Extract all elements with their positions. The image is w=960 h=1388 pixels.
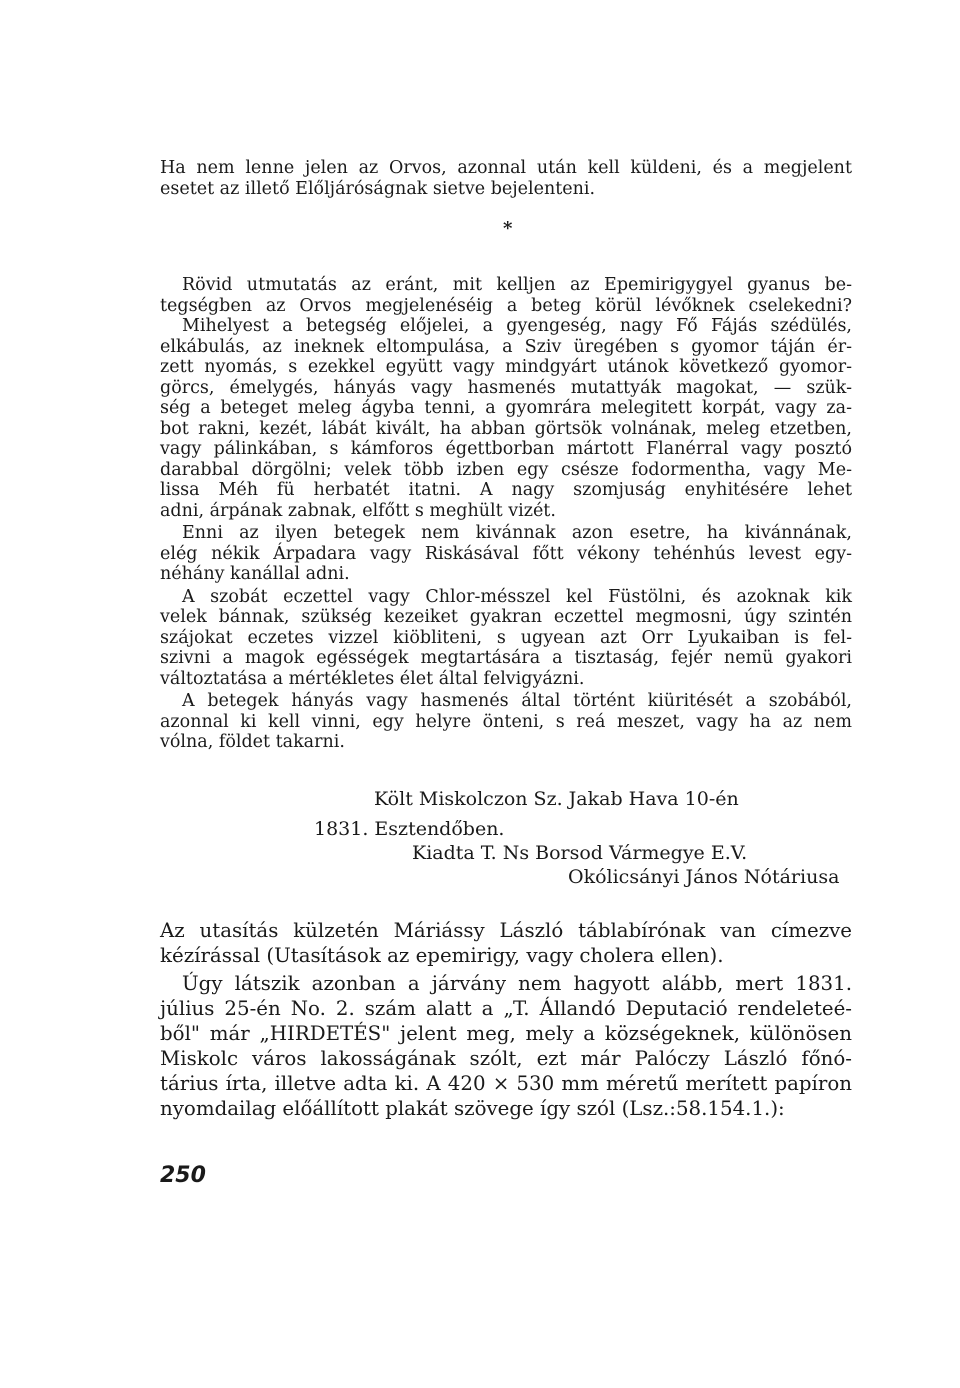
text-line: ség a beteget meleg ágyba tenni, a gyomrára melegitett korpát, vagy za- — [160, 398, 852, 418]
text-line: nyomdailag előállított plakát szövege így szól (Lsz.:58.154.1.): — [160, 1097, 785, 1120]
document-page — [160, 158, 852, 753]
signature-notary: Okólicsányi János Nótáriusa — [568, 866, 840, 888]
text-line: darabbal dörgölni; velek több izben egy csésze fodormentha, vagy Me- — [160, 459, 852, 480]
signature-place-date: Költ Miskolczon Sz. Jakab Hava 10-én — [374, 788, 739, 810]
text-line: Az utasítás külzetén Máriássy László táblabírónak van címezve — [160, 919, 852, 942]
text-line: változtatása a mértékletes élet által felvigyázni. — [160, 668, 585, 689]
text-line: ből" már „HIRDETÉS" jelent meg, mely a községeknek, különösen — [160, 1022, 852, 1045]
text-line: vólna, földet takarni. — [160, 732, 345, 752]
text-line: vagy pálinkában, s kámforos égettborban mártott Flanérral vagy posztó — [160, 439, 852, 459]
text-line: A betegek hányás vagy hasmenés által történt kiüritését a szobából, — [182, 691, 852, 711]
page-number: 250 — [160, 1163, 206, 1188]
text-line: Mihelyest a betegség előjelei, a gyengeség, nagy Fő Fájás szédülés, — [182, 316, 852, 336]
text-line: adni, árpának zabnak, elfőtt s meghült vizét. — [160, 500, 556, 521]
text-line: azonnal ki kell vinni, egy helyre önteni, s reá meszet, vagy ha az nem — [160, 711, 852, 732]
text-line: Miskolc város lakosságának szólt, ezt már Palóczy László főnó- — [160, 1047, 852, 1070]
text-line: elég nékik Árpadara vagy Riskásával főtt vékony tehénhús levest egy- — [160, 543, 852, 564]
text-line: elkábulás, az ineknek eltompulása, a Sziv üregében s gyomor táján ér- — [160, 336, 852, 357]
text-line: velek bánnak, szükség kezeiket gyakran eczettel megmosni, úgy szintén — [160, 607, 852, 627]
signature-issuer: Kiadta T. Ns Borsod Vármegye E.V. — [412, 842, 748, 864]
text-line: görcs, émelygés, hányás vagy hasmenés mutattyák magokat, — szük- — [160, 377, 852, 398]
text-line: esetet az illető Előljáróságnak sietve bejelenteni. — [160, 178, 596, 199]
text-line: Ha nem lenne jelen az Orvos, azonnal után kell küldeni, és a megjelent — [160, 158, 852, 178]
text-line: Úgy látszik azonban a járvány nem hagyott alább, mert 1831. — [182, 972, 852, 995]
text-line: lissa Méh fü herbatét itatni. A nagy szomjuság enyhitésére lehet — [160, 480, 852, 500]
instructions-paragraph-1 — [160, 316, 852, 521]
instructions-paragraph-3 — [160, 587, 852, 690]
instructions-heading — [160, 275, 852, 316]
text-line: néhány kanállal adni. — [160, 564, 350, 584]
text-line: Rövid utmutatás az eránt, mit kelljen az Epemirigygyel gyanus be- — [182, 275, 852, 295]
intro-paragraph — [160, 158, 852, 199]
text-line: tegségben az Orvos megjelenéséig a beteg körül lévőknek cselekedni? — [160, 295, 852, 316]
text-line: bot rakni, kezét, lábát kivált, ha abban görtsök volnának, meleg etzetben, — [160, 418, 852, 439]
instructions-paragraph-2 — [160, 523, 852, 585]
commentary-paragraph-1 — [160, 918, 852, 968]
instructions-paragraph-4 — [160, 691, 852, 753]
commentary-paragraph-2 — [160, 971, 852, 1121]
signature-year: 1831. Esztendőben. — [314, 818, 505, 840]
text-line: szájokat eczetes vizzel kiöbliteni, s ugyean azt Orr Lyukaiban is fel- — [160, 627, 852, 648]
text-line: A szobát eczettel vagy Chlor-mésszel kel Füstölni, és azoknak kik — [182, 586, 852, 607]
text-line: zett nyomás, s ezekkel együtt vagy mindgyárt utánok következő gyomor- — [160, 357, 852, 377]
text-line: Enni az ilyen betegek nem kivánnak azon esetre, ha kivánnának, — [182, 523, 852, 543]
separator-asterisk: * — [503, 218, 513, 239]
text-line: kézírással (Utasítások az epemirigy, vagy cholera ellen). — [160, 944, 724, 967]
text-line: szivni a magok egésségek megtartására a tisztaság, fejér nemü gyakori — [160, 648, 852, 668]
commentary — [160, 918, 852, 1121]
text-line: július 25-én No. 2. szám alatt a „T. Állandó Deputació rendeleteé- — [160, 997, 852, 1020]
text-line: tárius írta, illetve adta ki. A 420 × 530 mm méretű merített papíron — [160, 1072, 852, 1095]
